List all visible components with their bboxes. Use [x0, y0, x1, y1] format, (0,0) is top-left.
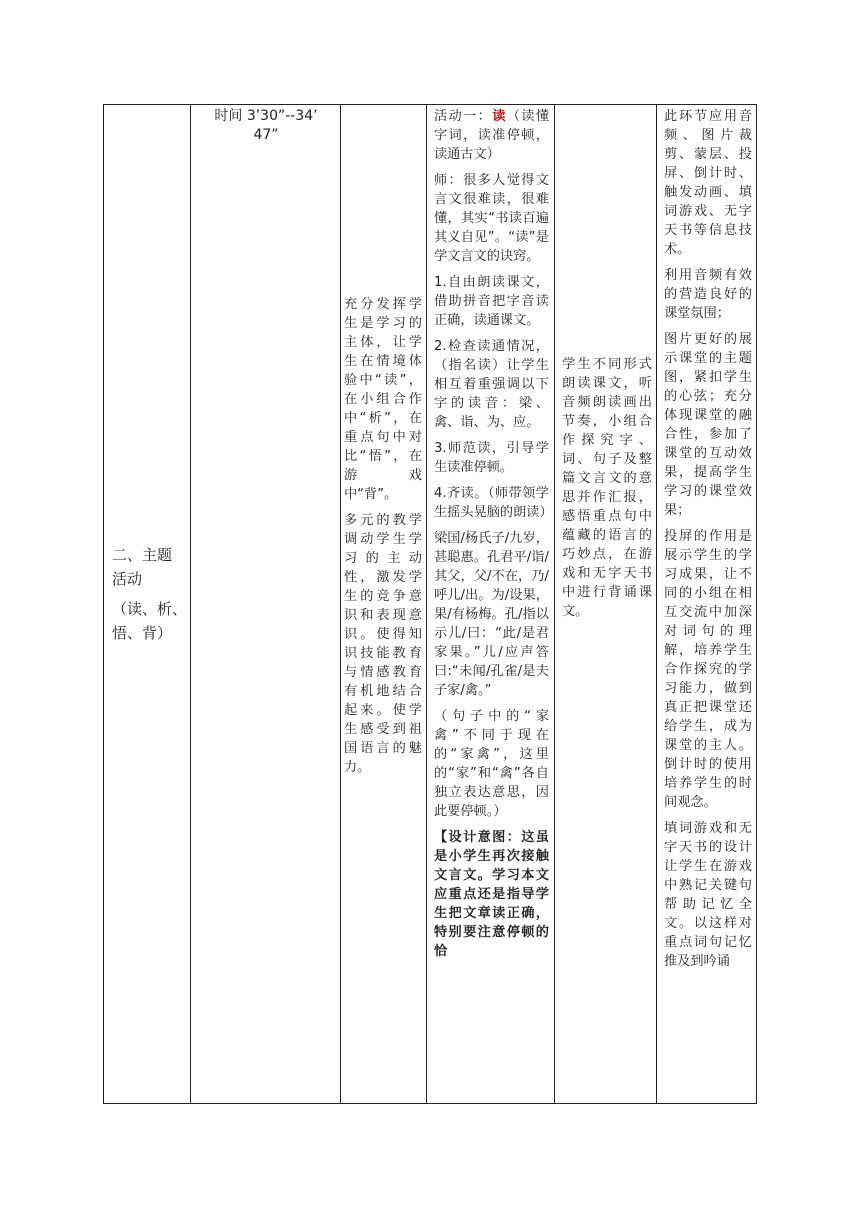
intent-paragraph: 充分发挥学生是学习的主体，让学生在情境体验中“读”，在小组合作中“析”，在重点句中对比“悟”，在游戏中“背”。 [344, 297, 422, 502]
tech-note: 图片更好的展示课堂的主题图，紧扣学生的心弦；充分体现课堂的融合性，参加了课堂的互动效果，提高学生学习的课堂效果； [664, 332, 752, 518]
step-1: 1.自由朗读课文，借助拼音把字音读正确，读通课文。 [434, 275, 549, 328]
column-divider [340, 105, 341, 1103]
activity-prefix: 活动一： [434, 109, 493, 124]
design-intent-cell [344, 295, 422, 784]
tech-note: 此环节应用音频、图片裁剪、蒙层、投屏、倒计时、触发动画、填词游戏、无字天书等信息技术。 [664, 109, 752, 257]
intent-paragraph: 多元的教学调动学生学习的主动性，激发学生的竞争意识和表现意识。使得知识技能教育与情感教育有机地结合起来。使学生感受到祖国语言的魅力。 [344, 513, 422, 775]
classical-text: 梁国/杨氏子/九岁，甚聪惠。孔君平/诣/其父，父/不在，乃/呼儿/出。为/设果，果/有杨梅。孔/指以示儿/曰：“此/是君家果。”儿/应声答曰:“未闻/孔雀/是夫子家/禽。” [434, 531, 549, 698]
tech-note: 利用音频有效的营造良好的课堂氛围； [664, 268, 752, 321]
step-2: 2.检查读通情况，（指名读）让学生相互着重强调以下字的读音：梁、禽、诣、为、应。 [434, 339, 549, 430]
activity-keyword: 读 [492, 109, 507, 124]
tech-note: 填词游戏和无字天书的设计让学生在游戏中熟记关键句帮助记忆全文。以这样对重点词句记忆推及到吟诵 [664, 821, 752, 969]
time-cell [196, 107, 336, 145]
student-activity-text: 学生不同形式朗读课文，听音频朗读画出节奏，小组合作探究字、词、句子及整篇文言文的意思并作汇报，感悟重点句中蕴藏的语言的巧妙点，在游戏和无字天书中进行背诵课文。 [562, 357, 652, 619]
step-3: 3.师范读，引导学生读准停顿。 [434, 441, 549, 475]
technology-notes-cell [664, 107, 752, 978]
column-divider [554, 105, 555, 1103]
column-divider [426, 105, 427, 1103]
time-range-cont: 47” [253, 127, 279, 143]
section-title-line: 二、主题 [112, 546, 173, 564]
activity-title [434, 107, 549, 164]
section-title-line: 活动 [112, 570, 143, 588]
design-purpose: 【设计意图：这虽是小学生再次接触文言文。学习本文应重点还是指导学生把文章读正确，特别要注意停顿的恰 [434, 830, 549, 959]
step-4: 4.齐读。（师带领学生摇头晃脑的朗读） [434, 486, 553, 520]
lesson-plan-table [103, 104, 757, 1104]
column-divider [656, 105, 657, 1103]
column-divider [190, 105, 191, 1103]
student-activity-cell [562, 355, 652, 628]
section-subtitle-line: 悟、背） [112, 624, 173, 642]
section-heading [112, 543, 188, 645]
pause-note: （句子中的“家禽”不同于现在的“家禽”，这里的“家”和“禽”各自独立表达意思，因此要停顿。） [434, 709, 549, 819]
section-subtitle-line: （读、析、 [112, 600, 188, 618]
tech-note: 投屏的作用是展示学生的学习成果，让不同的小组在相互交流中加深对词句的理解，培养学生合作探究的学习能力，做到真正把课堂还给学生，成为课堂的主人。倒计时的使用培养学生的时间观念。 [664, 529, 752, 810]
activity-description: （读懂字词，读准停顿，读通古文） [434, 109, 550, 162]
time-range: 时间 3’30”--34’ [214, 108, 318, 124]
teacher-remark: 师：很多人觉得文言文很难读，很难懂，其实“书读百遍其义自见”。“读”是学文言文的诀窍。 [434, 173, 549, 264]
teacher-activity-cell [434, 107, 553, 968]
